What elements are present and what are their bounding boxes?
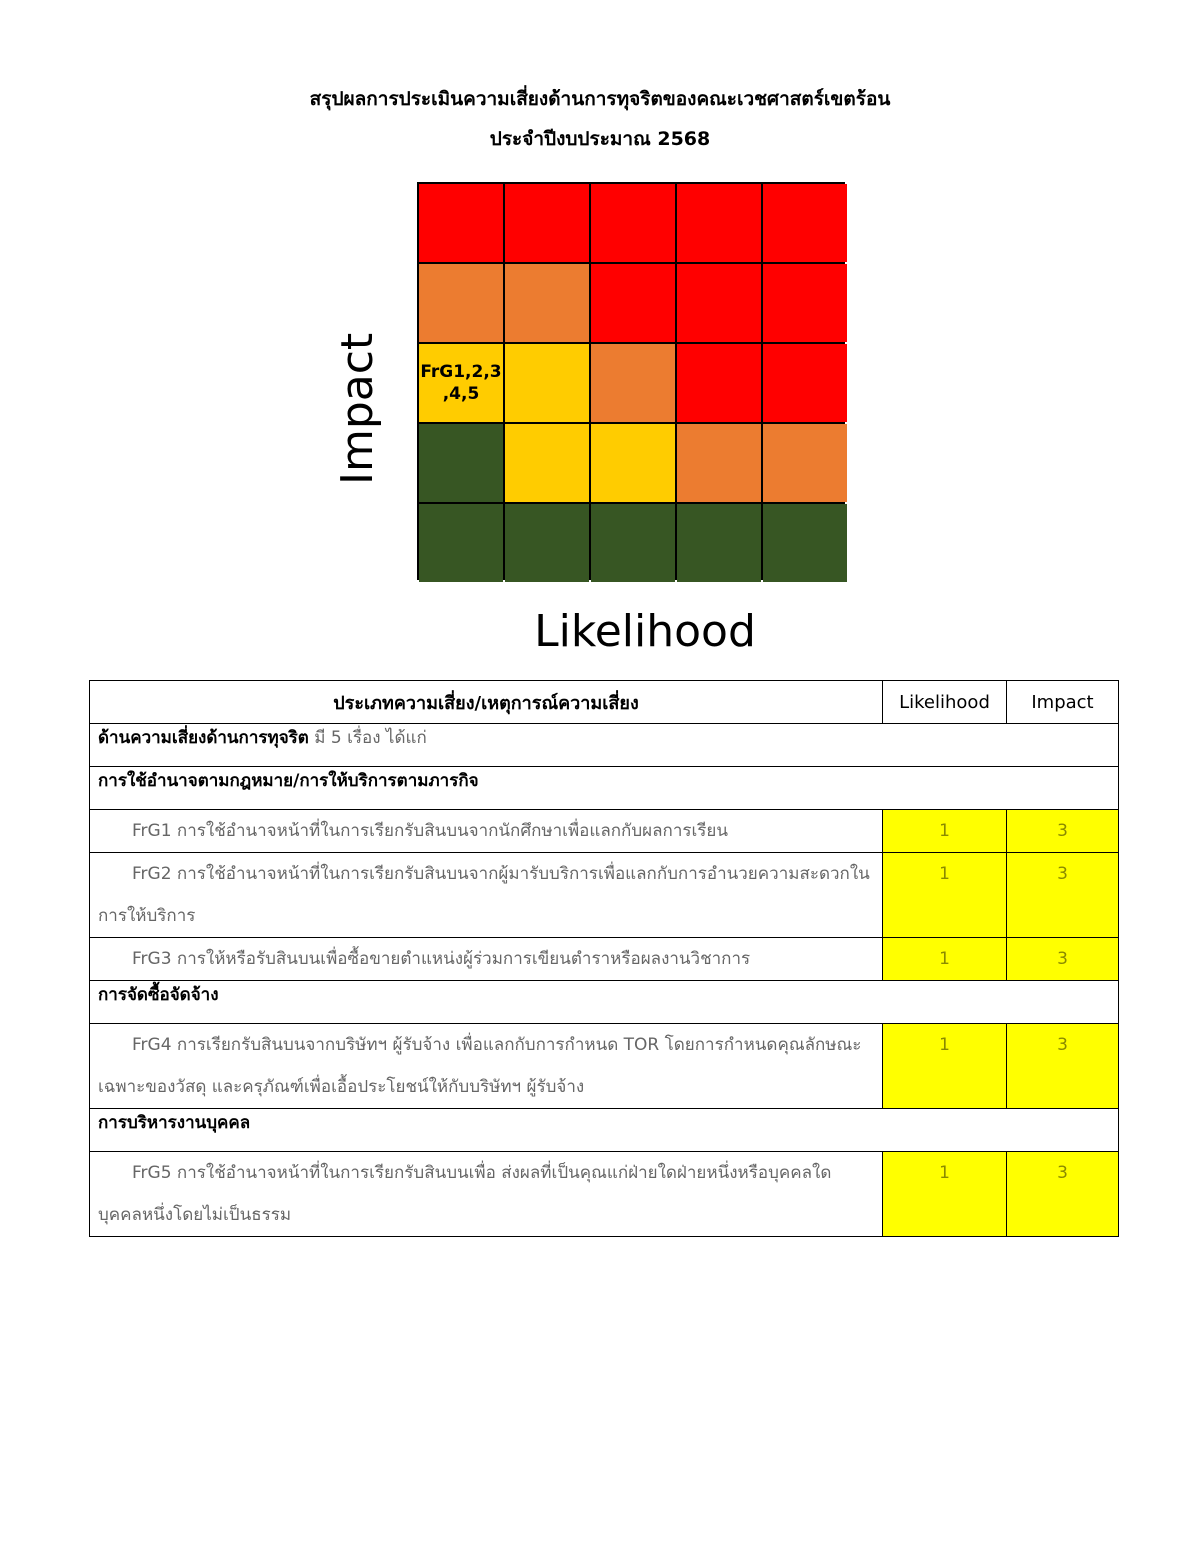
section-title: การใช้อำนาจตามกฎหมาย/การให้บริการตามภารกิจ — [98, 771, 479, 791]
impact-value: 3 — [1007, 1024, 1119, 1109]
likelihood-value: 1 — [883, 938, 1007, 981]
page-title: สรุปผลการประเมินความเสี่ยงด้านการทุจริตของคณะเวชศาสตร์เขตร้อน — [309, 88, 891, 110]
section-title: การบริหารงานบุคคล — [98, 1113, 251, 1133]
risk-item-row — [90, 853, 1119, 938]
matrix-cell — [419, 504, 503, 582]
impact-value: 3 — [1007, 938, 1119, 981]
impact-value: 3 — [1007, 1152, 1119, 1237]
risk-matrix — [417, 182, 845, 580]
matrix-cell — [677, 504, 761, 582]
likelihood-value: 1 — [883, 853, 1007, 938]
risk-item-text: FrG5 การใช้อำนาจหน้าที่ในการเรียกรับสินบนเพื่อ ส่งผลที่เป็นคุณแก่ฝ่ายใดฝ่ายหนึ่งหรือบุคคลใดบุคคลหนึ่งโดยไม่เป็นธรรม — [98, 1163, 832, 1225]
impact-value: 3 — [1007, 810, 1119, 853]
risk-item-row — [90, 938, 1119, 981]
summary-count: มี 5 เรื่อง ได้แก่ — [314, 728, 427, 748]
likelihood-value: 1 — [883, 1152, 1007, 1237]
header-impact: Impact — [1007, 681, 1119, 724]
risk-table — [89, 680, 1119, 1237]
matrix-marker-label: FrG1,2,3 ,4,5 — [420, 362, 502, 404]
likelihood-axis-label: Likelihood — [534, 606, 756, 657]
matrix-cell — [763, 264, 847, 342]
risk-item-text: FrG2 การใช้อำนาจหน้าที่ในการเรียกรับสินบนจากผู้มารับบริการเพื่อแลกกับการอำนวยความสะดวกในการให้บริการ — [98, 864, 870, 926]
likelihood-value: 1 — [883, 810, 1007, 853]
summary-row — [90, 724, 1119, 767]
impact-value: 3 — [1007, 853, 1119, 938]
matrix-cell — [505, 344, 589, 422]
risk-item-row — [90, 1152, 1119, 1237]
matrix-cell — [591, 504, 675, 582]
impact-axis-label: Impact — [332, 332, 383, 485]
matrix-cell — [591, 424, 675, 502]
matrix-cell — [591, 184, 675, 262]
matrix-cell — [677, 184, 761, 262]
matrix-cell — [677, 424, 761, 502]
risk-item-text: FrG1 การใช้อำนาจหน้าที่ในการเรียกรับสินบนจากนักศึกษาเพื่อแลกกับผลการเรียน — [132, 821, 729, 841]
header-likelihood: Likelihood — [883, 681, 1007, 724]
section-row — [90, 1109, 1119, 1152]
matrix-cell — [419, 264, 503, 342]
matrix-cell — [505, 264, 589, 342]
matrix-cell — [419, 424, 503, 502]
matrix-cell — [505, 184, 589, 262]
section-row — [90, 981, 1119, 1024]
matrix-cell — [763, 504, 847, 582]
likelihood-value: 1 — [883, 1024, 1007, 1109]
matrix-cell — [505, 504, 589, 582]
page-subtitle: ประจำปีงบประมาณ 2568 — [489, 128, 711, 150]
section-title: การจัดซื้อจัดจ้าง — [98, 985, 219, 1005]
matrix-cell — [677, 344, 761, 422]
matrix-cell — [591, 344, 675, 422]
matrix-cell — [419, 184, 503, 262]
matrix-cell — [505, 424, 589, 502]
risk-item-text: FrG4 การเรียกรับสินบนจากบริษัทฯ ผู้รับจ้าง เพื่อแลกกับการกำหนด TOR โดยการกำหนดคุณลักษณะเฉพาะของวัสดุ และครุภัณฑ์เพื่อเอื้อประโยชน์ให้กับบริษัทฯ ผู้รับจ้าง — [98, 1035, 862, 1097]
matrix-cell — [763, 424, 847, 502]
header-description: ประเภทความเสี่ยง/เหตุการณ์ความเสี่ยง — [90, 681, 883, 724]
matrix-cell — [763, 184, 847, 262]
matrix-cell — [591, 264, 675, 342]
matrix-cell — [419, 344, 503, 422]
summary-title: ด้านความเสี่ยงด้านการทุจริต — [98, 728, 309, 748]
matrix-cell — [677, 264, 761, 342]
section-row — [90, 767, 1119, 810]
table-header-row — [90, 681, 1119, 724]
risk-item-row — [90, 810, 1119, 853]
risk-item-text: FrG3 การให้หรือรับสินบนเพื่อซื้อขายตำแหน่งผู้ร่วมการเขียนตำราหรือผลงานวิชาการ — [132, 949, 751, 969]
matrix-cell — [763, 344, 847, 422]
risk-item-row — [90, 1024, 1119, 1109]
